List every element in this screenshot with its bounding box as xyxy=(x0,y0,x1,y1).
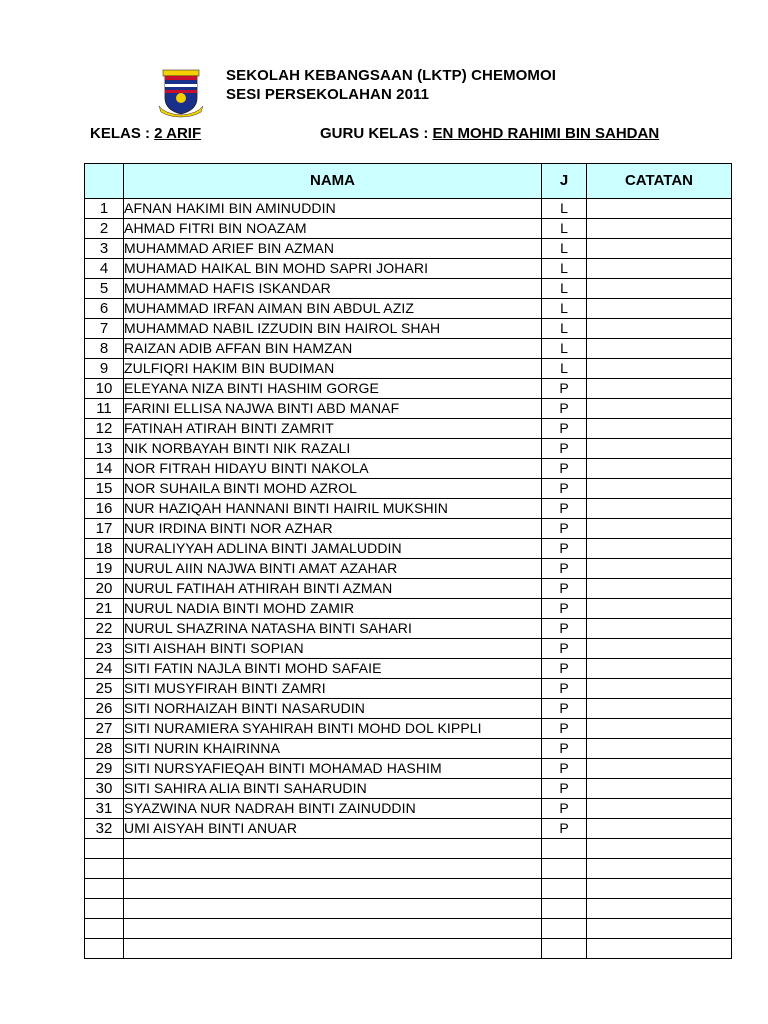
row-number: 15 xyxy=(85,479,124,499)
row-number: 4 xyxy=(85,259,124,279)
row-number: 18 xyxy=(85,539,124,559)
row-number: 26 xyxy=(85,699,124,719)
gender-code: L xyxy=(542,219,587,239)
note-cell xyxy=(587,639,732,659)
note-cell xyxy=(587,299,732,319)
note-cell xyxy=(587,539,732,559)
gender-code: P xyxy=(542,379,587,399)
note-cell xyxy=(587,379,732,399)
table-row xyxy=(85,919,732,939)
row-number xyxy=(85,899,124,919)
student-name: MUHAMMAD IRFAN AIMAN BIN ABDUL AZIZ xyxy=(124,299,542,319)
teacher-info xyxy=(320,125,659,142)
row-number: 22 xyxy=(85,619,124,639)
student-name: AFNAN HAKIMI BIN AMINUDDIN xyxy=(124,199,542,219)
student-name: SITI AISHAH BINTI SOPIAN xyxy=(124,639,542,659)
gender-code: L xyxy=(542,359,587,379)
gender-code: P xyxy=(542,399,587,419)
student-name: FATINAH ATIRAH BINTI ZAMRIT xyxy=(124,419,542,439)
table-row xyxy=(85,859,732,879)
gender-code: P xyxy=(542,419,587,439)
note-cell xyxy=(587,739,732,759)
gender-code: P xyxy=(542,739,587,759)
table-row xyxy=(85,819,732,839)
guru-value: EN MOHD RAHIMI BIN SAHDAN xyxy=(432,125,660,142)
row-number: 1 xyxy=(85,199,124,219)
gender-code: L xyxy=(542,299,587,319)
note-cell xyxy=(587,479,732,499)
row-number: 10 xyxy=(85,379,124,399)
row-number: 12 xyxy=(85,419,124,439)
table-row xyxy=(85,699,732,719)
gender-code: L xyxy=(542,319,587,339)
class-info xyxy=(90,125,201,142)
note-cell xyxy=(587,679,732,699)
row-number xyxy=(85,919,124,939)
gender-code: P xyxy=(542,759,587,779)
student-name xyxy=(124,919,542,939)
note-cell xyxy=(587,399,732,419)
gender-code: P xyxy=(542,459,587,479)
note-cell xyxy=(587,259,732,279)
student-name: MUHAMMAD HAFIS ISKANDAR xyxy=(124,279,542,299)
table-row xyxy=(85,579,732,599)
table-row xyxy=(85,899,732,919)
student-name xyxy=(124,859,542,879)
student-name xyxy=(124,839,542,859)
note-cell xyxy=(587,439,732,459)
student-name xyxy=(124,939,542,959)
table-row xyxy=(85,939,732,959)
student-name: NUR IRDINA BINTI NOR AZHAR xyxy=(124,519,542,539)
note-cell xyxy=(587,719,732,739)
row-number: 3 xyxy=(85,239,124,259)
table-row xyxy=(85,679,732,699)
table-row xyxy=(85,199,732,219)
note-cell xyxy=(587,199,732,219)
guru-label: GURU KELAS : xyxy=(320,125,433,142)
note-cell xyxy=(587,879,732,899)
note-cell xyxy=(587,839,732,859)
student-name: NURALIYYAH ADLINA BINTI JAMALUDDIN xyxy=(124,539,542,559)
row-number: 5 xyxy=(85,279,124,299)
row-number: 23 xyxy=(85,639,124,659)
gender-code: P xyxy=(542,519,587,539)
row-number: 8 xyxy=(85,339,124,359)
row-number: 30 xyxy=(85,779,124,799)
header-nama: NAMA xyxy=(124,164,542,199)
gender-code xyxy=(542,839,587,859)
student-name: SITI NURAMIERA SYAHIRAH BINTI MOHD DOL KIPPLI xyxy=(124,719,542,739)
gender-code: P xyxy=(542,819,587,839)
student-name: UMI AISYAH BINTI ANUAR xyxy=(124,819,542,839)
note-cell xyxy=(587,779,732,799)
table-row xyxy=(85,479,732,499)
row-number: 31 xyxy=(85,799,124,819)
student-name: SITI MUSYFIRAH BINTI ZAMRI xyxy=(124,679,542,699)
student-name: NOR FITRAH HIDAYU BINTI NAKOLA xyxy=(124,459,542,479)
kelas-label: KELAS : xyxy=(90,125,155,142)
school-session: SESI PERSEKOLAHAN 2011 xyxy=(226,86,430,103)
note-cell xyxy=(587,339,732,359)
table-row xyxy=(85,739,732,759)
note-cell xyxy=(587,419,732,439)
student-name: SYAZWINA NUR NADRAH BINTI ZAINUDDIN xyxy=(124,799,542,819)
gender-code: P xyxy=(542,799,587,819)
row-number: 7 xyxy=(85,319,124,339)
gender-code: L xyxy=(542,259,587,279)
table-row xyxy=(85,879,732,899)
row-number: 9 xyxy=(85,359,124,379)
kelas-value: 2 ARIF xyxy=(154,125,202,142)
student-name: SITI FATIN NAJLA BINTI MOHD SAFAIE xyxy=(124,659,542,679)
student-name: MUHAMMAD ARIEF BIN AZMAN xyxy=(124,239,542,259)
student-name: NIK NORBAYAH BINTI NIK RAZALI xyxy=(124,439,542,459)
student-name: SITI NURSYAFIEQAH BINTI MOHAMAD HASHIM xyxy=(124,759,542,779)
table-row xyxy=(85,559,732,579)
note-cell xyxy=(587,599,732,619)
row-number: 28 xyxy=(85,739,124,759)
gender-code: L xyxy=(542,199,587,219)
gender-code: P xyxy=(542,559,587,579)
student-name: NURUL SHAZRINA NATASHA BINTI SAHARI xyxy=(124,619,542,639)
table-row xyxy=(85,259,732,279)
row-number: 20 xyxy=(85,579,124,599)
student-name: RAIZAN ADIB AFFAN BIN HAMZAN xyxy=(124,339,542,359)
note-cell xyxy=(587,759,732,779)
note-cell xyxy=(587,859,732,879)
gender-code: P xyxy=(542,439,587,459)
gender-code: L xyxy=(542,339,587,359)
gender-code: P xyxy=(542,479,587,499)
row-number xyxy=(85,879,124,899)
row-number: 13 xyxy=(85,439,124,459)
table-row xyxy=(85,499,732,519)
table-header-row xyxy=(85,164,732,199)
row-number: 11 xyxy=(85,399,124,419)
student-name: AHMAD FITRI BIN NOAZAM xyxy=(124,219,542,239)
table-row xyxy=(85,319,732,339)
note-cell xyxy=(587,559,732,579)
note-cell xyxy=(587,579,732,599)
row-number: 24 xyxy=(85,659,124,679)
note-cell xyxy=(587,319,732,339)
note-cell xyxy=(587,899,732,919)
student-name: ZULFIQRI HAKIM BIN BUDIMAN xyxy=(124,359,542,379)
row-number: 29 xyxy=(85,759,124,779)
table-row xyxy=(85,459,732,479)
note-cell xyxy=(587,699,732,719)
gender-code: P xyxy=(542,539,587,559)
note-cell xyxy=(587,919,732,939)
note-cell xyxy=(587,239,732,259)
table-row xyxy=(85,279,732,299)
table-row xyxy=(85,799,732,819)
row-number: 32 xyxy=(85,819,124,839)
gender-code: P xyxy=(542,659,587,679)
note-cell xyxy=(587,459,732,479)
gender-code: P xyxy=(542,779,587,799)
note-cell xyxy=(587,819,732,839)
row-number: 14 xyxy=(85,459,124,479)
row-number: 25 xyxy=(85,679,124,699)
table-row xyxy=(85,599,732,619)
gender-code: L xyxy=(542,279,587,299)
gender-code: P xyxy=(542,599,587,619)
note-cell xyxy=(587,939,732,959)
table-row xyxy=(85,419,732,439)
row-number: 2 xyxy=(85,219,124,239)
student-name: SITI NORHAIZAH BINTI NASARUDIN xyxy=(124,699,542,719)
student-name: NOR SUHAILA BINTI MOHD AZROL xyxy=(124,479,542,499)
note-cell xyxy=(587,499,732,519)
row-number: 19 xyxy=(85,559,124,579)
gender-code: L xyxy=(542,239,587,259)
header-j: J xyxy=(542,164,587,199)
table-row xyxy=(85,539,732,559)
note-cell xyxy=(587,619,732,639)
table-row xyxy=(85,219,732,239)
table-row xyxy=(85,239,732,259)
gender-code xyxy=(542,859,587,879)
note-cell xyxy=(587,799,732,819)
note-cell xyxy=(587,359,732,379)
table-row xyxy=(85,359,732,379)
row-number: 17 xyxy=(85,519,124,539)
table-row xyxy=(85,299,732,319)
student-table xyxy=(84,163,732,959)
table-row xyxy=(85,659,732,679)
student-name: NURUL NADIA BINTI MOHD ZAMIR xyxy=(124,599,542,619)
row-number: 21 xyxy=(85,599,124,619)
row-number: 6 xyxy=(85,299,124,319)
student-name: MUHAMMAD NABIL IZZUDIN BIN HAIROL SHAH xyxy=(124,319,542,339)
header-no xyxy=(85,164,124,199)
gender-code: P xyxy=(542,499,587,519)
student-name xyxy=(124,879,542,899)
table-row xyxy=(85,639,732,659)
school-crest-icon xyxy=(157,68,205,118)
note-cell xyxy=(587,659,732,679)
gender-code: P xyxy=(542,619,587,639)
note-cell xyxy=(587,519,732,539)
student-name: NURUL AIIN NAJWA BINTI AMAT AZAHAR xyxy=(124,559,542,579)
student-name xyxy=(124,899,542,919)
table-row xyxy=(85,399,732,419)
gender-code: P xyxy=(542,679,587,699)
table-row xyxy=(85,839,732,859)
gender-code xyxy=(542,899,587,919)
row-number: 27 xyxy=(85,719,124,739)
table-row xyxy=(85,759,732,779)
student-name: ELEYANA NIZA BINTI HASHIM GORGE xyxy=(124,379,542,399)
student-name: FARINI ELLISA NAJWA BINTI ABD MANAF xyxy=(124,399,542,419)
gender-code: P xyxy=(542,639,587,659)
gender-code xyxy=(542,939,587,959)
student-name: NUR HAZIQAH HANNANI BINTI HAIRIL MUKSHIN xyxy=(124,499,542,519)
row-number xyxy=(85,939,124,959)
row-number xyxy=(85,859,124,879)
gender-code xyxy=(542,879,587,899)
header-catatan: CATATAN xyxy=(587,164,732,199)
note-cell xyxy=(587,279,732,299)
row-number: 16 xyxy=(85,499,124,519)
gender-code: P xyxy=(542,699,587,719)
table-row xyxy=(85,619,732,639)
gender-code: P xyxy=(542,719,587,739)
table-row xyxy=(85,719,732,739)
table-row xyxy=(85,519,732,539)
student-name: SITI SAHIRA ALIA BINTI SAHARUDIN xyxy=(124,779,542,799)
table-row xyxy=(85,379,732,399)
gender-code: P xyxy=(542,579,587,599)
student-name: NURUL FATIHAH ATHIRAH BINTI AZMAN xyxy=(124,579,542,599)
table-row xyxy=(85,339,732,359)
gender-code xyxy=(542,919,587,939)
row-number xyxy=(85,839,124,859)
table-row xyxy=(85,779,732,799)
note-cell xyxy=(587,219,732,239)
student-name: MUHAMAD HAIKAL BIN MOHD SAPRI JOHARI xyxy=(124,259,542,279)
student-name: SITI NURIN KHAIRINNA xyxy=(124,739,542,759)
school-name: SEKOLAH KEBANGSAAN (LKTP) CHEMOMOI xyxy=(226,67,557,84)
table-row xyxy=(85,439,732,459)
